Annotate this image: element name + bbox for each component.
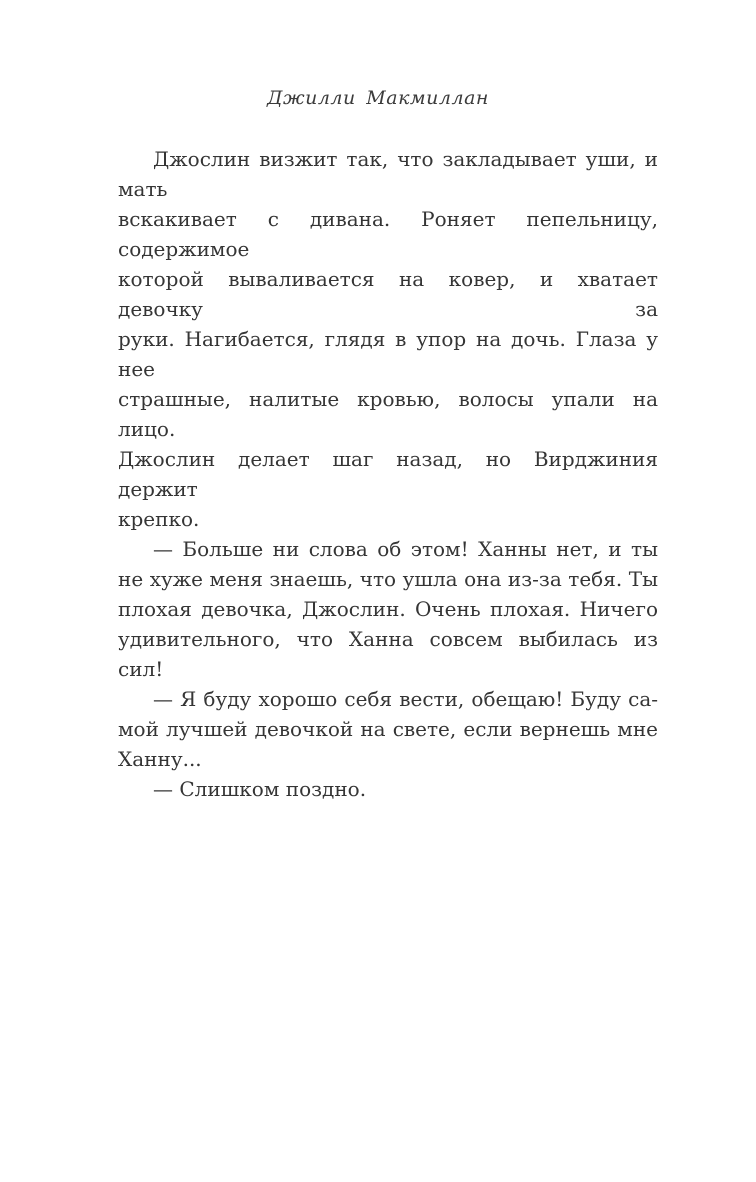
paragraph	[118, 684, 658, 774]
text-line: страшные, налитые кровью, волосы упали на лицо.	[118, 387, 658, 441]
text-line: не хуже меня знаешь, что ушла она из-за тебя. Ты	[118, 567, 658, 591]
text-line: вскакивает с дивана. Роняет пепельницу, содержимое	[118, 207, 658, 261]
text-line: — Я буду хорошо себя вести, обещаю! Буду са-	[153, 687, 658, 711]
text-line: — Больше ни слова об этом! Ханны нет, и ты	[153, 537, 658, 561]
text-line: которой вываливается на ковер, и хватает девочку за	[118, 267, 658, 321]
text-line: удивительного, что Ханна совсем выбилась из сил!	[118, 627, 658, 681]
paragraph	[118, 144, 658, 534]
text-block	[118, 144, 658, 804]
text-line: крепко.	[118, 507, 200, 531]
paragraph	[118, 534, 658, 684]
running-header-author: Джилли Макмиллан	[267, 87, 489, 109]
text-line: Джослин делает шаг назад, но Вирджиния держит	[118, 447, 658, 501]
paragraph	[118, 774, 658, 804]
text-line: мой лучшей девочкой на свете, если вернешь мне	[118, 717, 658, 741]
text-line: — Слишком поздно.	[153, 777, 367, 801]
text-line: руки. Нагибается, глядя в упор на дочь. Глаза у нее	[118, 327, 658, 381]
text-line: Ханну...	[118, 747, 202, 771]
text-line: плохая девочка, Джослин. Очень плохая. Ничего	[118, 597, 658, 621]
text-line: Джослин визжит так, что закладывает уши, и мать	[118, 147, 658, 201]
